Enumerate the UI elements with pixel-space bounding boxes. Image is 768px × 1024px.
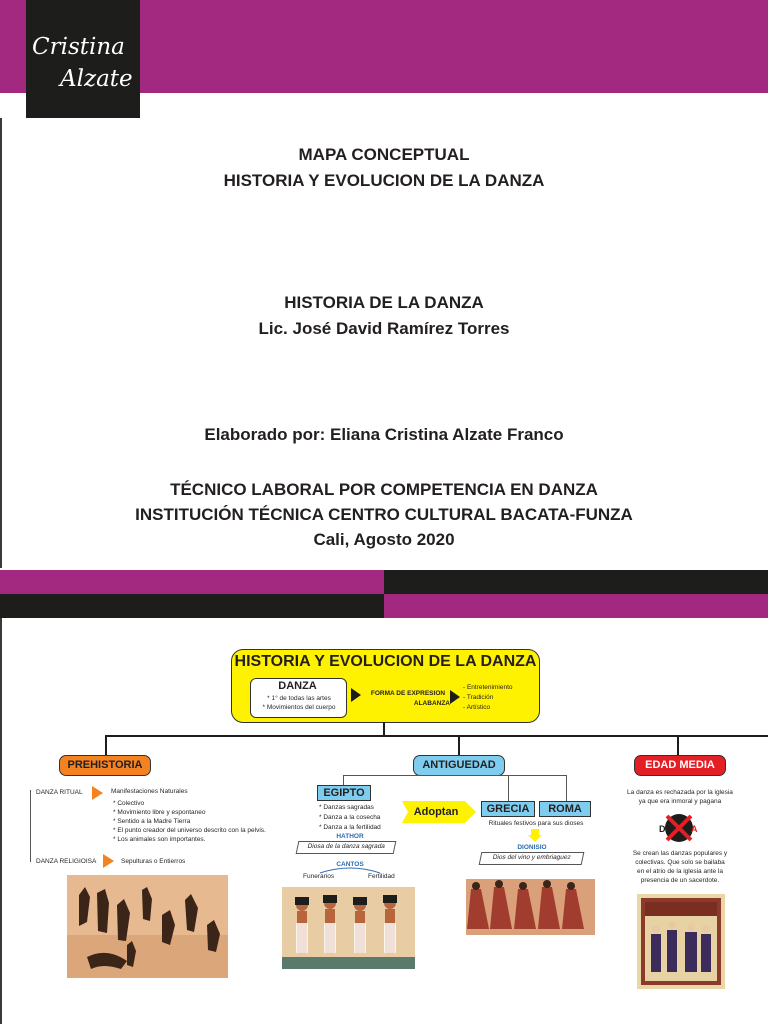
- religiosa-label: DANZA RELIGIOISA: [36, 858, 97, 865]
- subtitle-line1: HISTORIA DE LA DANZA: [284, 293, 484, 312]
- connector: [105, 735, 768, 737]
- connector: [566, 775, 567, 801]
- cantos-label: CANTOS: [336, 861, 364, 868]
- cave-painting-image: [67, 875, 228, 978]
- prohibited-dance-icon: [657, 811, 701, 845]
- cantos-left: Funerarios: [303, 873, 335, 880]
- program-line3: Cali, Agosto 2020: [313, 530, 455, 549]
- edad-media-text2: en el atrio de la iglesia ante la: [636, 868, 723, 875]
- map-main-title: HISTORIA Y EVOLUCION DE LA DANZA: [234, 653, 537, 670]
- logo-line1: Cristina: [32, 34, 125, 60]
- band-black-left: [0, 594, 384, 618]
- forma-line1: FORMA DE EXPRESION: [370, 690, 446, 697]
- ritual-item: * Los animales son importantes.: [113, 836, 206, 843]
- ritual-label: DANZA RITUAL: [36, 789, 83, 796]
- title-line2: HISTORIA Y EVOLUCION DE LA DANZA: [223, 171, 545, 190]
- ritual-item: * El punto creador del universo descrito con la pelvis.: [113, 827, 266, 834]
- connector: [343, 775, 344, 785]
- band-black-right: [384, 570, 768, 594]
- program-line1: TÉCNICO LABORAL POR COMPETENCIA EN DANZA: [170, 480, 598, 499]
- page-edge: [0, 618, 2, 1024]
- religiosa-text: Sepulturas o Entierros: [121, 858, 186, 865]
- antiguedad-box: ANTIGUEDAD: [413, 755, 505, 776]
- connector: [343, 775, 567, 776]
- cantos-right: Fertilidad: [368, 873, 395, 880]
- edad-media-box: EDAD MEDIA: [634, 755, 726, 776]
- band-magenta-right: [384, 594, 768, 618]
- logo: [26, 0, 140, 118]
- dionisio-text: Dios del vino y embriaguez: [479, 852, 585, 865]
- arrow-right-icon: [92, 786, 103, 800]
- prehistoria-box: PREHISTORIA: [59, 755, 151, 776]
- rituales-text: Rituales festivos para sus dioses: [488, 820, 584, 827]
- ritual-item: * Sentido a la Madre Tierra: [113, 818, 191, 825]
- program-line2: INSTITUCIÓN TÉCNICA CENTRO CULTURAL BACATA-FUNZA: [135, 505, 633, 524]
- connector: [458, 735, 460, 755]
- subtitle-line2: Lic. José David Ramírez Torres: [258, 319, 510, 338]
- arrow-right-icon: [450, 690, 460, 704]
- cantos-connector: [318, 866, 382, 874]
- egyptian-musicians-image: [282, 887, 415, 969]
- forma-item: - Entretenimiento: [463, 684, 513, 691]
- grecia-box: GRECIA: [481, 801, 535, 817]
- greek-dancers-image: [466, 879, 595, 935]
- band-magenta-left: [0, 570, 384, 594]
- danza-item2: * Movimientos del cuerpo: [262, 704, 336, 711]
- danza-title: DANZA: [278, 680, 317, 692]
- connector: [508, 775, 509, 801]
- svg-text:D: D: [659, 824, 666, 834]
- edad-media-text1: ya que era inmoral y pagana: [638, 798, 722, 805]
- egipto-item: * Danza a la fertilidad: [319, 824, 381, 831]
- connector: [677, 735, 679, 755]
- hathor-text: Diosa de la danza sagrada: [296, 841, 397, 854]
- forma-line2: ALABANZA: [413, 700, 450, 707]
- logo-line2: Alzate: [60, 66, 133, 92]
- connector: [105, 735, 107, 755]
- edad-media-text1: La danza es rechazada por la iglesia: [627, 789, 733, 796]
- forma-item: - Artístico: [463, 704, 491, 711]
- egipto-item: * Danza a la cosecha: [319, 814, 381, 821]
- connector: [383, 722, 385, 736]
- ritual-item: * Colectivo: [113, 800, 145, 807]
- down-arrow-icon: [528, 835, 542, 842]
- roma-box: ROMA: [539, 801, 591, 817]
- author: Elaborado por: Eliana Cristina Alzate Franco: [204, 425, 564, 444]
- edad-media-text2: presencia de un sacerdote.: [640, 877, 720, 884]
- egipto-item: * Danzas sagradas: [319, 804, 374, 811]
- arrow-right-icon: [351, 688, 361, 702]
- medieval-dance-image: [637, 894, 725, 989]
- adoptan-label: Adoptan: [413, 806, 459, 818]
- egipto-box: EGIPTO: [317, 785, 371, 801]
- title-line1: MAPA CONCEPTUAL: [298, 145, 470, 164]
- danza-item1: * 1° de todas las artes: [267, 695, 331, 702]
- connector: [30, 790, 31, 862]
- arrow-right-icon: [103, 854, 114, 868]
- svg-text:A: A: [691, 824, 698, 834]
- ritual-item: * Movimiento libre y espontaneo: [113, 809, 206, 816]
- edad-media-text2: Se crean las danzas populares y: [632, 850, 728, 857]
- dionisio-label: DIONISIO: [517, 844, 547, 851]
- hathor-label: HATHOR: [336, 833, 364, 840]
- edad-media-text2: colectivas. Que solo se bailaba: [635, 859, 725, 866]
- ritual-header: Manifestaciones Naturales: [111, 788, 188, 795]
- forma-item: - Tradición: [463, 694, 494, 701]
